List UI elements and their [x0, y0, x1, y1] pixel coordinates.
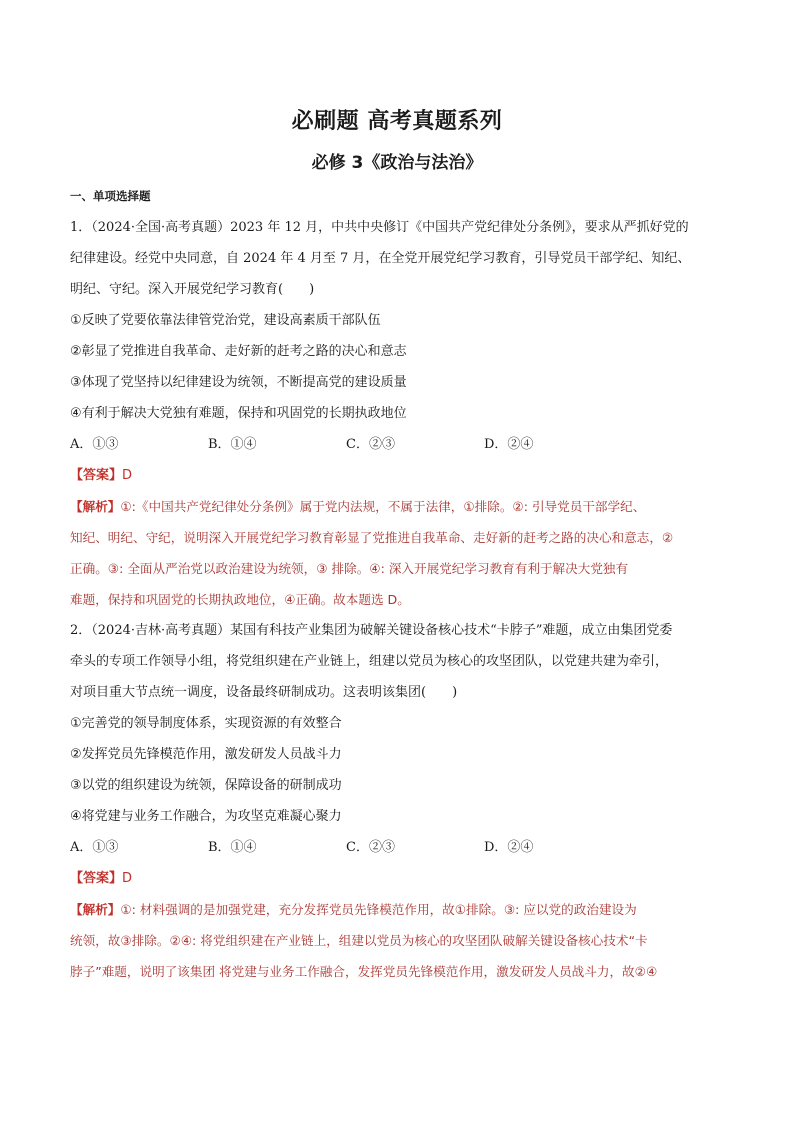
question-stem-line: 纪律建设。经党中央同意，自 2024 年 4 月至 7 月，在全党开展党纪学习教育，引导党员干部学纪、知纪、: [70, 251, 691, 266]
analysis-label: 【解析】: [70, 499, 121, 514]
question-2: [70, 615, 760, 987]
choice-a: A．①③: [70, 437, 119, 452]
choice-d: D．②④: [484, 840, 534, 855]
choice-b: B．①④: [208, 840, 257, 855]
analysis-text: ①: 材料强调的是加强党建，充分发挥党员先锋模范作用，故①排除。③: 应以党的政治建设为: [120, 902, 637, 917]
answer-line: [70, 460, 760, 491]
question-stem-line: 牵头的专项工作领导小组，将党组织建在产业链上，组建以党员为核心的攻坚团队，以党建共建为牵引，: [70, 654, 669, 669]
answer-label: 【答案】: [70, 468, 123, 483]
choice-b: B．①④: [208, 437, 257, 452]
answer-label: 【答案】: [70, 871, 123, 886]
question-stem-line: 对项目重大节点统一调度，设备最终研制成功。这表明该集团( ): [70, 685, 458, 700]
answer-value: D: [122, 871, 133, 886]
answer-choices: [70, 429, 760, 460]
analysis-line: 正确。③: 全面从严治党以政治建设为统领，③ 排除。④: 深入开展党纪学习教育有利于解决大党独有: [70, 561, 629, 576]
analysis-label: 【解析】: [70, 902, 121, 917]
analysis-block: [70, 894, 760, 987]
question-option: ③以党的组织建设为统领，保障设备的研制成功: [70, 778, 342, 793]
question-stem-line: 1．（2024·全国·高考真题）2023 年 12 月，中共中央修订《中国共产党纪律处分条例》，要求从严抓好党的: [70, 220, 689, 235]
question-option: ①反映了党要依靠法律管党治党，建设高素质干部队伍: [70, 313, 381, 328]
choice-a: A．①③: [70, 840, 119, 855]
choice-c: C．②③: [346, 840, 395, 855]
page-title: 必刷题 高考真题系列: [291, 109, 503, 134]
choice-d: D．②④: [484, 437, 534, 452]
answer-line: [70, 863, 760, 894]
answer-value: D: [122, 468, 133, 483]
question-option: ②彰显了党推进自我革命、走好新的赶考之路的决心和意志: [70, 344, 407, 359]
question-option: ④将党建与业务工作融合，为攻坚克难凝心聚力: [70, 809, 342, 824]
question-option: ④有利于解决大党独有难题，保持和巩固党的长期执政地位: [70, 406, 407, 421]
question-option: ①完善党的领导制度体系，实现资源的有效整合: [70, 716, 342, 731]
question-content: [70, 212, 760, 987]
analysis-line: 统领，故③排除。②④: 将党组织建在产业链上，组建以党员为核心的攻坚团队破解关键设备核心技术“卡: [70, 933, 648, 948]
analysis-line: 脖子”难题，说明了该集团 将党建与业务工作融合，发挥党员先锋模范作用，激发研发人员战斗力，故②④: [70, 964, 658, 979]
answer-choices: [70, 832, 760, 863]
analysis-line: [70, 491, 760, 522]
choice-c: C．②③: [346, 437, 395, 452]
analysis-text: ①:《中国共产党纪律处分条例》属于党内法规，不属于法律，①排除。②: 引导党员干部学纪、: [120, 499, 646, 514]
question-stem-line: 明纪、守纪。深入开展党纪学习教育( ): [70, 282, 315, 297]
section-heading: 一、单项选择题: [70, 189, 151, 203]
analysis-line: [70, 894, 760, 925]
page-subtitle: 必修 3《政治与法治》: [311, 153, 483, 173]
analysis-line: 知纪、明纪、守纪，说明深入开展党纪学习教育彰显了党推进自我革命、走好新的赶考之路的决心和意志，②: [70, 530, 674, 545]
question-option: ②发挥党员先锋模范作用，激发研发人员战斗力: [70, 747, 342, 762]
question-1: [70, 212, 760, 615]
question-stem-line: 2．（2024·吉林·高考真题）某国有科技产业集团为破解关键设备核心技术“卡脖子”难题，成立由集团党委: [70, 623, 673, 638]
analysis-line: 难题，保持和巩固党的长期执政地位，④正确。故本题选 D。: [70, 592, 410, 607]
analysis-block: [70, 491, 760, 615]
question-option: ③体现了党坚持以纪律建设为统领，不断提高党的建设质量: [70, 375, 407, 390]
